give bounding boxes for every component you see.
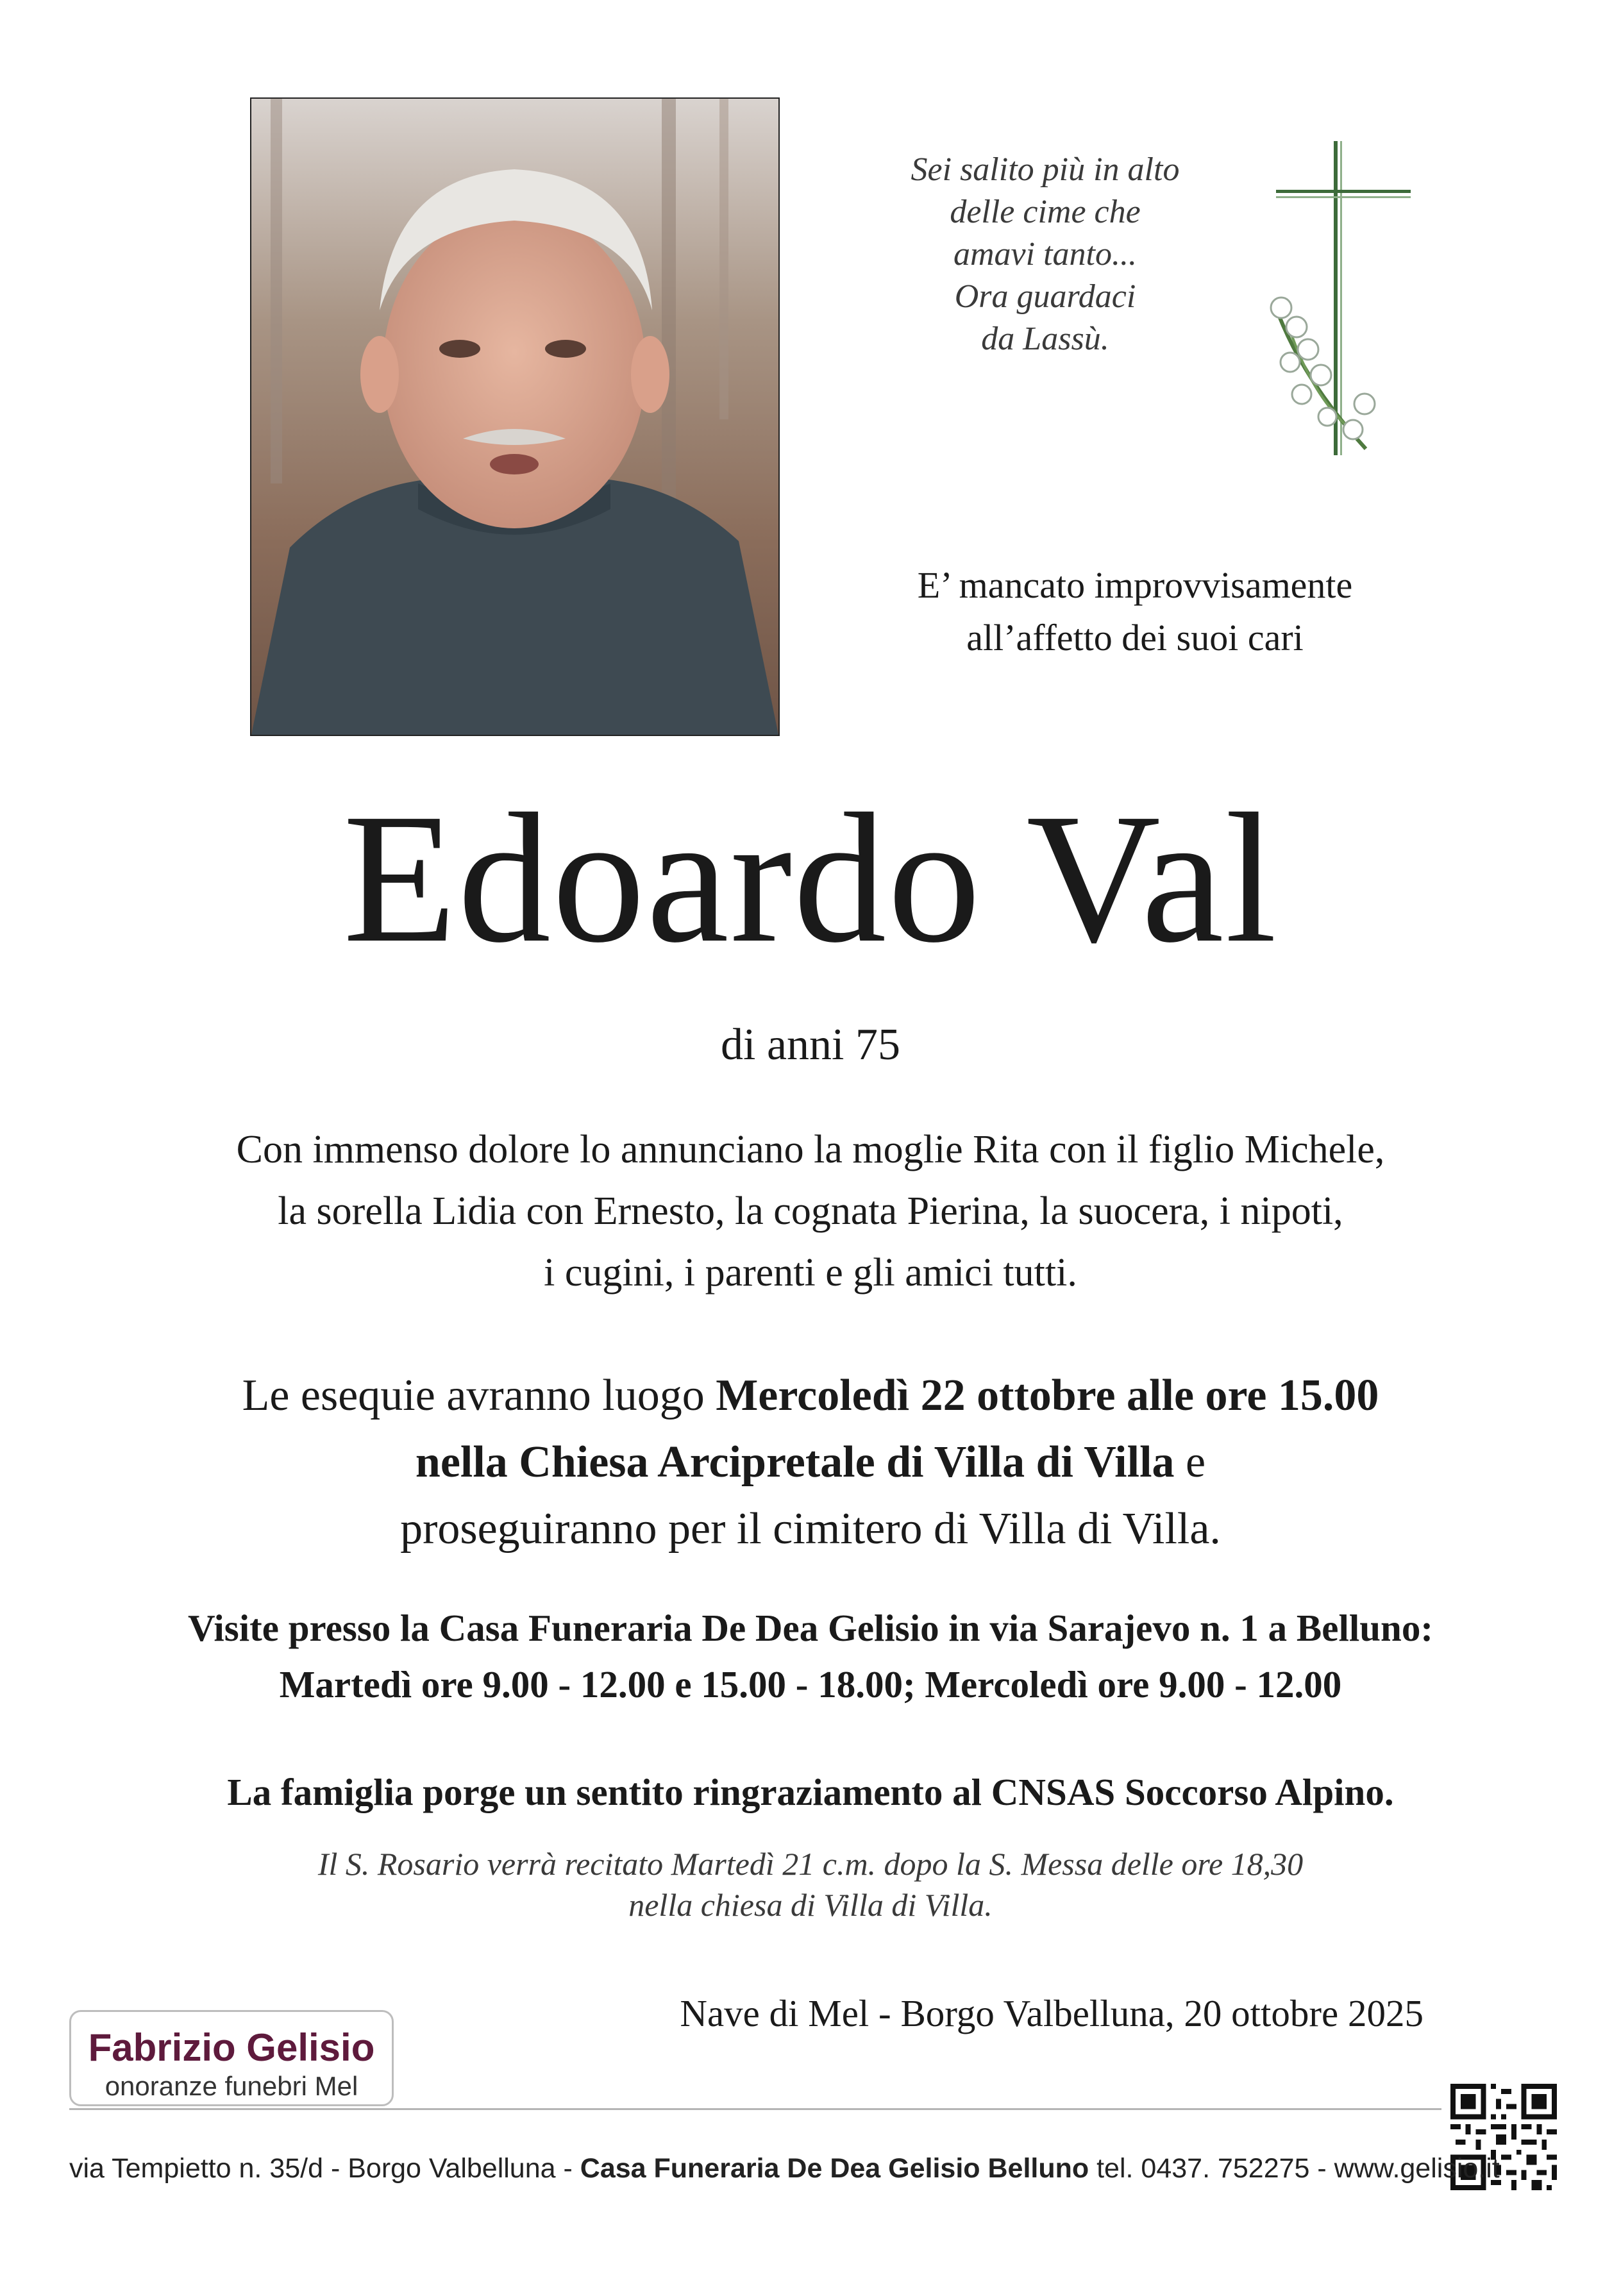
deceased-name: Edoardo Val (342, 775, 1279, 981)
deceased-age: di anni 75 (721, 1020, 900, 1069)
rosary-line: nella chiesa di Villa di Villa. (628, 1887, 993, 1923)
quote-line: Sei salito più in alto (911, 151, 1180, 188)
funeral-church: nella Chiesa Arcipretale di Villa di Villa (415, 1437, 1175, 1487)
portrait-photo (250, 97, 780, 736)
funeral-line-3: proseguiranno per il cimitero di Villa di Villa. (400, 1504, 1221, 1554)
quote-line: Ora guardaci (954, 278, 1136, 315)
memorial-quote (834, 149, 1257, 360)
funeral-details (0, 1362, 1621, 1563)
quote-line: da Lassù. (981, 321, 1109, 357)
footer-contact-info: tel. 0437. 752275 - www.gelisio.it (1089, 2153, 1500, 2184)
logo-subtitle: onoranze funebri Mel (105, 2071, 358, 2101)
funeral-line-2 (0, 1429, 1621, 1496)
logo-name: Fabrizio Gelisio (88, 2026, 375, 2069)
place-date: Nave di Mel - Borgo Valbelluna, 20 ottobre 2025 (680, 1992, 1424, 2034)
cross-with-lily-icon (1250, 135, 1417, 468)
visiting-hours (0, 1600, 1621, 1713)
intro-line: E’ mancato improvvisamente (917, 564, 1353, 606)
rosary-note (0, 1843, 1621, 1925)
family-line: Con immenso dolore lo annunciano la moglie Rita con il figlio Michele, (236, 1128, 1385, 1171)
visits-line: Martedì ore 9.00 - 12.00 e 15.00 - 18.00; Mercoledì ore 9.00 - 12.00 (279, 1663, 1342, 1705)
funeral-prefix: Le esequie avranno luogo (242, 1371, 716, 1420)
visits-line: Visite presso la Casa Funeraria De Dea Gelisio in via Sarajevo n. 1 a Belluno: (187, 1607, 1434, 1649)
funeral-church-suffix: e (1174, 1437, 1206, 1487)
family-announcement (0, 1119, 1621, 1303)
funeral-date-time: Mercoledì 22 ottobre alle ore 15.00 (716, 1371, 1379, 1420)
announcement-intro (840, 559, 1430, 664)
footer-contact (69, 2149, 1500, 2188)
quote-line: delle cime che (950, 194, 1141, 230)
quote-line: amavi tanto... (953, 236, 1137, 272)
footer-divider (69, 2108, 1441, 2110)
funeral-line-1 (0, 1362, 1621, 1429)
family-line: i cugini, i parenti e gli amici tutti. (544, 1251, 1077, 1295)
footer-funeral-home: Casa Funeraria De Dea Gelisio Belluno (580, 2153, 1089, 2184)
intro-line: all’affetto dei suoi cari (966, 617, 1304, 658)
rosary-line: Il S. Rosario verrà recitato Martedì 21 c.m. dopo la S. Messa delle ore 18,30 (317, 1846, 1304, 1882)
family-line: la sorella Lidia con Ernesto, la cognata Pierina, la suocera, i nipoti, (278, 1189, 1343, 1233)
thanks-note: La famiglia porge un sentito ringraziamento al CNSAS Soccorso Alpino. (227, 1771, 1394, 1813)
funeral-home-logo (69, 2010, 394, 2106)
footer-address: via Tempietto n. 35/d - Borgo Valbelluna - (69, 2153, 580, 2184)
